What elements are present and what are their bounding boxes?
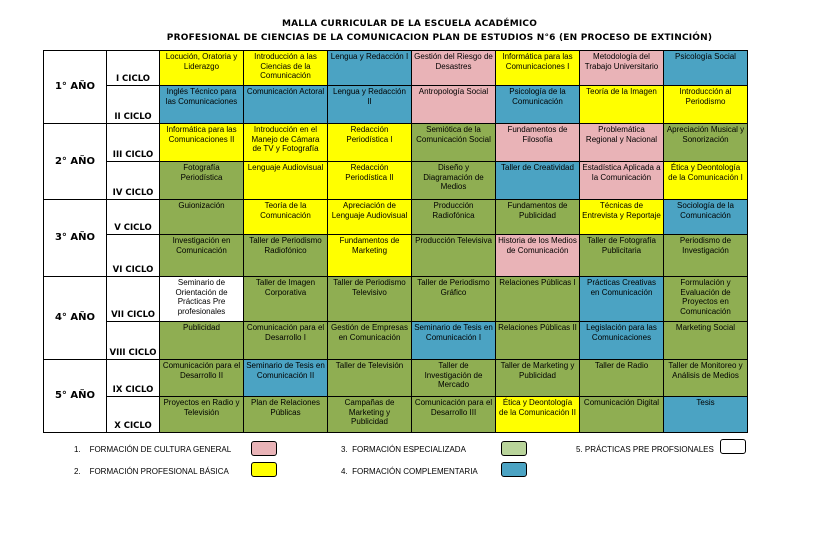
course-cell: Introducción a las Ciencias de la Comunicación — [244, 51, 328, 86]
cycle-label: VIII CICLO — [107, 322, 160, 360]
year-label: 2° AÑO — [44, 124, 107, 200]
cycle-label: IX CICLO — [107, 360, 160, 397]
course-cell: Comunicación Digital — [580, 397, 664, 433]
course-cell: Proyectos en Radio y Televisión — [160, 397, 244, 433]
course-cell: Taller de Televisión — [328, 360, 412, 397]
table-row — [44, 322, 748, 360]
year-label: 3° AÑO — [44, 200, 107, 277]
table-row — [44, 51, 748, 86]
year-label: 1° AÑO — [44, 51, 107, 124]
course-cell: Taller de Investigación de Mercado — [412, 360, 496, 397]
table-row — [44, 162, 748, 200]
table-row — [44, 235, 748, 277]
legend-item-2: 2. FORMACIÓN PROFESIONAL BÁSICA — [74, 467, 229, 476]
course-cell: Inglés Técnico para las Comunicaciones — [160, 86, 244, 124]
course-cell: Plan de Relaciones Públicas — [244, 397, 328, 433]
course-cell: Estadística Aplicada a la Comunicación — [580, 162, 664, 200]
course-cell: Campañas de Marketing y Publicidad — [328, 397, 412, 433]
course-cell: Taller de Periodismo Gráfico — [412, 277, 496, 322]
course-cell: Fundamentos de Filosofía — [496, 124, 580, 162]
year-label: 5° AÑO — [44, 360, 107, 433]
cycle-label: VI CICLO — [107, 235, 160, 277]
course-cell: Lengua y Redacción II — [328, 86, 412, 124]
course-cell: Diseño y Diagramación de Medios — [412, 162, 496, 200]
course-cell: Ética y Deontología de la Comunicación II — [496, 397, 580, 433]
course-cell: Informática para las Comunicaciones I — [496, 51, 580, 86]
cycle-label: VII CICLO — [107, 277, 160, 322]
course-cell: Redacción Periodística II — [328, 162, 412, 200]
course-cell: Seminario de Tesis en Comunicación II — [244, 360, 328, 397]
course-cell: Lenguaje Audiovisual — [244, 162, 328, 200]
cycle-label: II CICLO — [107, 86, 160, 124]
course-cell: Taller de Monitoreo y Análisis de Medios — [664, 360, 748, 397]
course-cell: Sociología de la Comunicación — [664, 200, 748, 235]
course-cell: Teoría de la Imagen — [580, 86, 664, 124]
course-cell: Fundamentos de Publicidad — [496, 200, 580, 235]
course-cell: Periodismo de Investigación — [664, 235, 748, 277]
course-cell: Metodología del Trabajo Universitario — [580, 51, 664, 86]
table-row — [44, 200, 748, 235]
course-cell: Apreciación de Lenguaje Audiovisual — [328, 200, 412, 235]
cycle-label: III CICLO — [107, 124, 160, 162]
course-cell: Fundamentos de Marketing — [328, 235, 412, 277]
course-cell: Técnicas de Entrevista y Reportaje — [580, 200, 664, 235]
course-cell: Taller de Radio — [580, 360, 664, 397]
course-cell: Taller de Periodismo Radiofónico — [244, 235, 328, 277]
course-cell: Historia de los Medios de Comunicación — [496, 235, 580, 277]
course-cell: Apreciación Musical y Sonorización — [664, 124, 748, 162]
table-row — [44, 277, 748, 322]
legend-swatch-3 — [501, 441, 527, 456]
course-cell: Psicología de la Comunicación — [496, 86, 580, 124]
course-cell: Seminario de Tesis en Comunicación I — [412, 322, 496, 360]
table-row — [44, 360, 748, 397]
legend-swatch-4 — [501, 462, 527, 477]
legend-item-5: 5. PRÁCTICAS PRE PROFSIONALES — [576, 445, 714, 454]
course-cell: Redacción Periodística I — [328, 124, 412, 162]
course-cell: Relaciones Públicas I — [496, 277, 580, 322]
table-row — [44, 124, 748, 162]
course-cell: Problemática Regional y Nacional — [580, 124, 664, 162]
course-cell: Investigación en Comunicación — [160, 235, 244, 277]
course-cell: Comunicación para el Desarrollo III — [412, 397, 496, 433]
course-cell: Fotografía Periodística — [160, 162, 244, 200]
course-cell: Taller de Marketing y Publicidad — [496, 360, 580, 397]
cycle-label: IV CICLO — [107, 162, 160, 200]
title-line-1: MALLA CURRICULAR DE LA ESCUELA ACADÉMICO — [281, 19, 538, 29]
course-cell: Lengua y Redacción I — [328, 51, 412, 86]
course-cell: Antropología Social — [412, 86, 496, 124]
course-cell: Legislación para las Comunicaciones — [580, 322, 664, 360]
legend-item-3: 3. FORMACIÓN ESPECIALIZADA — [341, 445, 466, 454]
course-cell: Tesis — [664, 397, 748, 433]
course-cell: Producción Televisiva — [412, 235, 496, 277]
course-cell: Ética y Deontología de la Comunicación I — [664, 162, 748, 200]
course-cell: Publicidad — [160, 322, 244, 360]
course-cell: Producción Radiofónica — [412, 200, 496, 235]
legend-swatch-1 — [251, 441, 277, 456]
course-cell: Comunicación para el Desarrollo I — [244, 322, 328, 360]
course-cell: Taller de Creatividad — [496, 162, 580, 200]
course-cell: Taller de Fotografía Publicitaria — [580, 235, 664, 277]
course-cell: Taller de Periodismo Televisivo — [328, 277, 412, 322]
legend-item-4: 4. FORMACIÓN COMPLEMENTARIA — [341, 467, 478, 476]
course-cell: Teoría de la Comunicación — [244, 200, 328, 235]
cycle-label: I CICLO — [107, 51, 160, 86]
course-cell: Marketing Social — [664, 322, 748, 360]
cycle-label: X CICLO — [107, 397, 160, 433]
legend-swatch-5 — [720, 439, 746, 454]
course-cell: Comunicación Actoral — [244, 86, 328, 124]
course-cell: Relaciones Públicas II — [496, 322, 580, 360]
curriculum-table — [43, 50, 748, 433]
course-cell: Taller de Imagen Corporativa — [244, 277, 328, 322]
course-cell: Informática para las Comunicaciones II — [160, 124, 244, 162]
course-cell: Psicología Social — [664, 51, 748, 86]
table-row — [44, 86, 748, 124]
course-cell: Introducción en el Manejo de Cámara de TV y Fotografía — [244, 124, 328, 162]
table-row — [44, 397, 748, 433]
course-cell: Locución, Oratoria y Liderazgo — [160, 51, 244, 86]
course-cell: Prácticas Creativas en Comunicación — [580, 277, 664, 322]
course-cell: Seminario de Orientación de Prácticas Pre profesionales — [160, 277, 244, 322]
course-cell: Semiótica de la Comunicación Social — [412, 124, 496, 162]
legend-item-1: 1. FORMACIÓN DE CULTURA GENERAL — [74, 445, 232, 454]
year-label: 4° AÑO — [44, 277, 107, 360]
course-cell: Formulación y Evaluación de Proyectos en Comunicación — [664, 277, 748, 322]
course-cell: Comunicación para el Desarrollo II — [160, 360, 244, 397]
course-cell: Guionización — [160, 200, 244, 235]
course-cell: Introducción al Periodismo — [664, 86, 748, 124]
cycle-label: V CICLO — [107, 200, 160, 235]
title-line-2: PROFESIONAL DE CIENCIAS DE LA COMUNICACION PLAN DE ESTUDIOS N°6 (EN PROCESO DE EXTINCIÓN) — [166, 33, 713, 43]
course-cell: Gestión de Empresas en Comunicación — [328, 322, 412, 360]
legend-swatch-2 — [251, 462, 277, 477]
course-cell: Gestión del Riesgo de Desastres — [412, 51, 496, 86]
